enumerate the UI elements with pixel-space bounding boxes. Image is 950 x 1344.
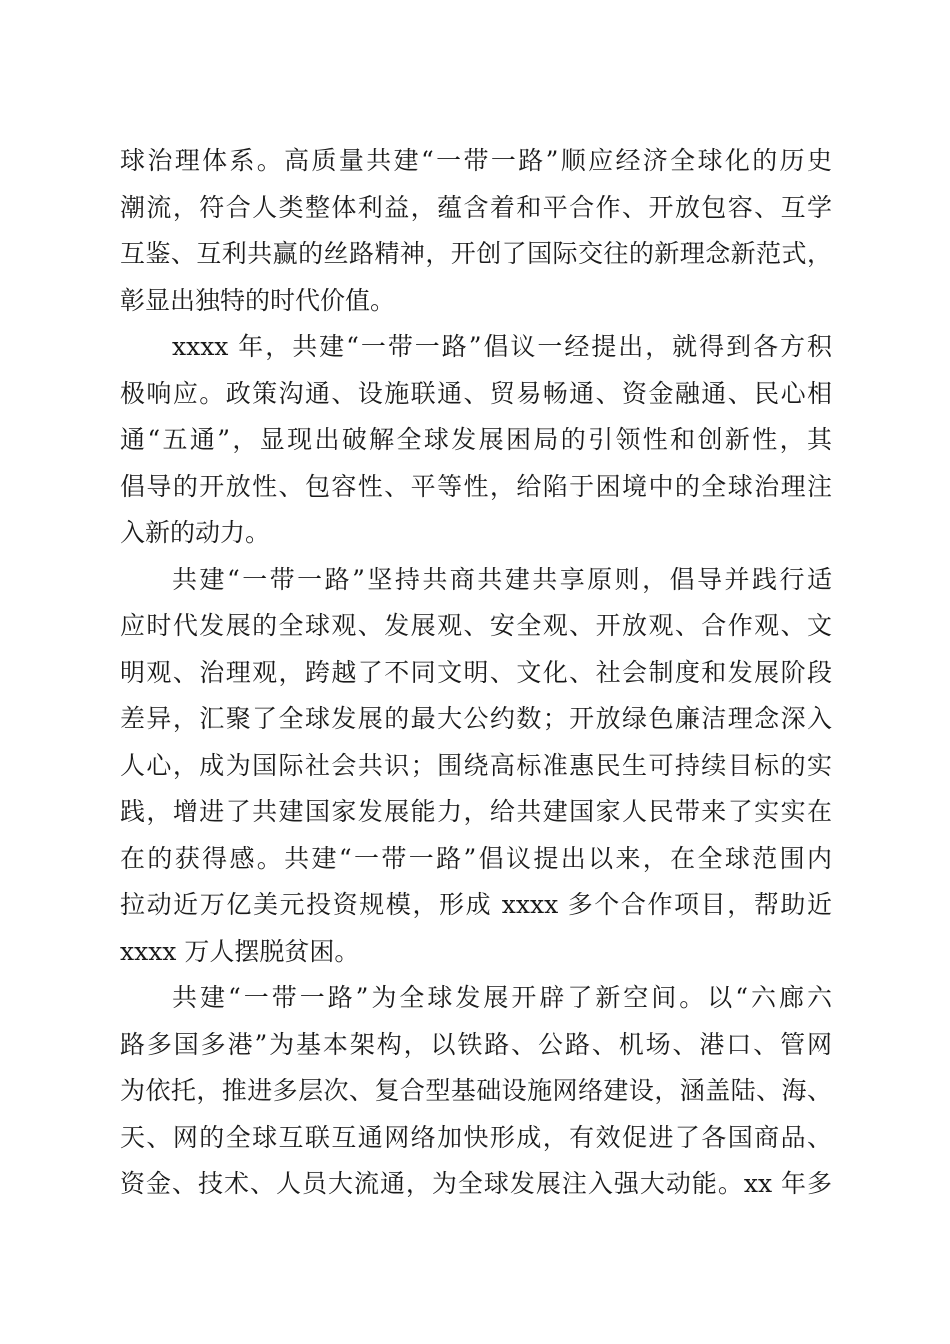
text-line: 极响应。政策沟通、设施联通、贸易畅通、资金融通、民心相 [120,378,832,408]
text-line: 路多国多港”为基本架构，以铁路、公路、机场、港口、管网 [120,1029,832,1059]
text-line: 共建“一带一路”坚持共商共建共享原则，倡导并践行适 [172,564,832,594]
text-line: 球治理体系。高质量共建“一带一路”顺应经济全球化的历史 [120,146,832,175]
text-line: 践，增进了共建国家发展能力，给共建国家人民带来了实实在 [120,797,832,826]
text-line: 入新的动力。 [120,518,271,547]
text-line: 天、网的全球互联互通网络加快形成，有效促进了各国商品、 [120,1122,832,1152]
text-line: 拉动近万亿美元投资规模，形成 xxxx 多个合作项目，帮助近 [120,890,832,919]
text-line: 彰显出独特的时代价值。 [120,285,396,315]
text-line: xxxx 万人摆脱贫困。 [120,936,360,966]
text-line: 互鉴、互利共赢的丝路精神，开创了国际交往的新理念新范式， [120,239,832,268]
document-body [120,138,832,1208]
text-line: 为依托，推进多层次、复合型基础设施网络建设，涵盖陆、海、 [120,1076,832,1105]
paragraph-3 [120,557,832,976]
text-line: xxxx 年，共建“一带一路”倡议一经提出，就得到各方积 [172,332,832,361]
text-line: 共建“一带一路”为全球发展开辟了新空间。以“六廊六 [172,983,832,1012]
text-line: 潮流，符合人类整体利益，蕴含着和平合作、开放包容、互学 [120,192,832,222]
paragraph-4 [120,975,832,1208]
text-line: 应时代发展的全球观、发展观、安全观、开放观、合作观、文 [120,611,832,640]
text-line: 明观、治理观，跨越了不同文明、文化、社会制度和发展阶段 [120,657,832,687]
text-line: 倡导的开放性、包容性、平等性，给陷于困境中的全球治理注 [120,471,832,501]
text-line: 差异，汇聚了全球发展的最大公约数；开放绿色廉洁理念深入 [120,704,832,733]
text-line: 资金、技术、人员大流通，为全球发展注入强大动能。xx 年多 [120,1169,832,1198]
paragraph-1 [120,138,832,324]
paragraph-2 [120,324,832,557]
text-line: 人心，成为国际社会共识；围绕高标准惠民生可持续目标的实 [120,750,832,780]
text-line: 在的获得感。共建“一带一路”倡议提出以来，在全球范围内 [120,843,832,873]
text-line: 通“五通”，显现出破解全球发展困局的引领性和创新性，其 [120,425,832,454]
